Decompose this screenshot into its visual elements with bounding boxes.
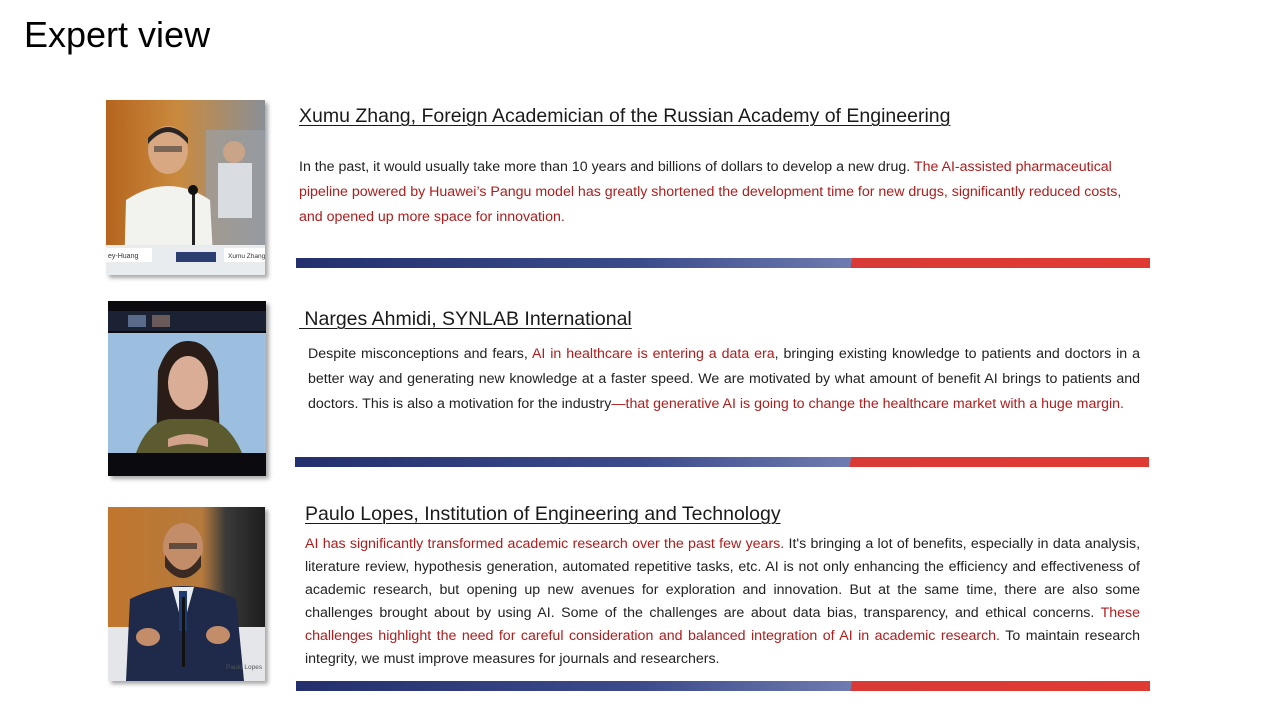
section-divider (295, 457, 1149, 467)
quote-text: In the past, it would usually take more than 10 years and billions of dollars to develop a new drug. (299, 159, 914, 175)
quote-highlight: These challenges highlight the need for careful consideration and balanced integration of AI in academic research. (305, 605, 1140, 644)
quote-highlight: The AI-assisted pharmaceutical pipeline powered by Huawei’s Pangu model has greatly shortened the development time for new drugs, significantly reduced costs, and opened up more space for innovation. (299, 159, 1122, 225)
quote-text: It's bringing a lot of benefits, especially in data analysis, literature review, hypothesis generation, automated repetitive tasks, etc. AI is not only enhancing the efficiency and effectiveness of academic research, but opening up new avenues for exploration and innovation. But at the same time, there are also some challenges brought about by using AI. Some of the challenges are about data bias, transparency, and ethical concerns. (305, 536, 1141, 621)
expert-photo-paulo-lopes (108, 507, 265, 681)
section-divider (296, 258, 1150, 268)
expert-quote (305, 533, 1140, 671)
section-divider (296, 681, 1150, 691)
quote-text: Despite misconceptions and fears, (308, 346, 532, 362)
photo-caption: ey-Huang (108, 253, 139, 260)
expert-quote (308, 342, 1140, 417)
expert-photo-narges-ahmidi (108, 301, 266, 476)
quote-highlight: —that generative AI is going to change the healthcare market with a huge margin. (611, 396, 1124, 412)
expert-name: Xumu Zhang, Foreign Academician of the Russian Academy of Engineering (299, 105, 951, 127)
quote-text: To maintain research integrity, we must improve measures for journals and researchers. (305, 628, 1140, 667)
expert-name: Paulo Lopes, Institution of Engineering and Technology (305, 503, 781, 525)
expert-quote (299, 155, 1145, 230)
photo-caption: Paulo Lopes (226, 664, 263, 671)
quote-highlight: AI in healthcare is entering a data era (531, 346, 775, 362)
page-title: Expert view (24, 14, 211, 55)
quote-text: , bringing existing knowledge to patients and doctors in a better way and generating new knowledge at a faster speed. We are motivated by what amount of benefit AI brings to patients and doctors. This is also a motivation for the industry (308, 346, 1140, 412)
expert-name: Narges Ahmidi, SYNLAB International (299, 308, 632, 330)
photo-caption: Xumu Zhang (228, 253, 265, 260)
expert-photo-xumu-zhang (106, 100, 265, 275)
quote-highlight: AI has significantly transformed academic research over the past few years. (305, 536, 785, 552)
